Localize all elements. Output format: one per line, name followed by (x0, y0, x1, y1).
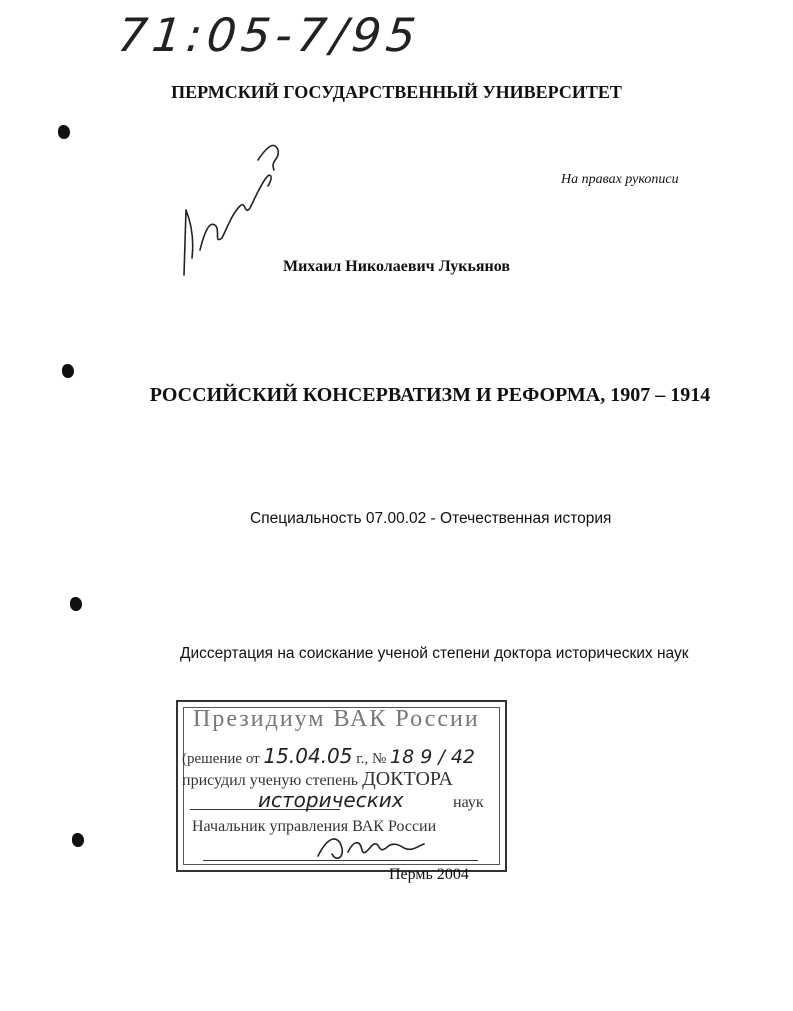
stamp-decision-suffix: г., № (356, 751, 387, 767)
city: Пермь (389, 866, 433, 883)
stamp-field-suffix: наук (453, 794, 484, 811)
rights-note: На правах рукописи (561, 172, 679, 187)
punch-hole-mark (62, 364, 74, 378)
stamp-decision-prefix: (решение от (182, 751, 260, 767)
speciality-name: Отечественная история (440, 510, 612, 527)
vak-approval-stamp (176, 700, 507, 872)
speciality-code: 07.00.02 (365, 510, 427, 527)
stamp-handwritten-signature (308, 826, 428, 866)
punch-hole-mark (58, 125, 70, 139)
speciality-line (250, 510, 611, 528)
stamp-field-handwritten: исторических (258, 788, 404, 812)
speciality-separator: - (426, 510, 441, 527)
punch-hole-mark (70, 597, 82, 611)
university-name: ПЕРМСКИЙ ГОСУДАРСТВЕННЫЙ УНИВЕРСИТЕТ (171, 82, 622, 102)
city-year (389, 866, 469, 884)
author-name: Михаил Николаевич Лукьянов (282, 258, 511, 275)
punch-hole-mark (72, 833, 84, 847)
speciality-label: Специальность (250, 510, 366, 527)
dissertation-title: РОССИЙСКИЙ КОНСЕРВАТИЗМ И РЕФОРМА, 1907 – 1914 (149, 384, 711, 406)
shelf-mark: 71:05-7/95 (115, 8, 424, 62)
stamp-degree: ДОКТОРА (362, 768, 453, 790)
stamp-decision-date: 15.04.05 (263, 744, 353, 768)
stamp-head-title: Начальник управления ВАК России (192, 818, 437, 835)
stamp-header: Президиум ВАК России (193, 706, 480, 732)
stamp-decision-number: 18 9 / 42 (390, 746, 475, 768)
degree-statement: Диссертация на соискание ученой степени доктора исторических наук (180, 645, 689, 662)
year: 2004 (436, 866, 469, 883)
stamp-decision-line (182, 744, 475, 768)
stamp-awarded-text: присудил ученую степень (182, 772, 359, 789)
